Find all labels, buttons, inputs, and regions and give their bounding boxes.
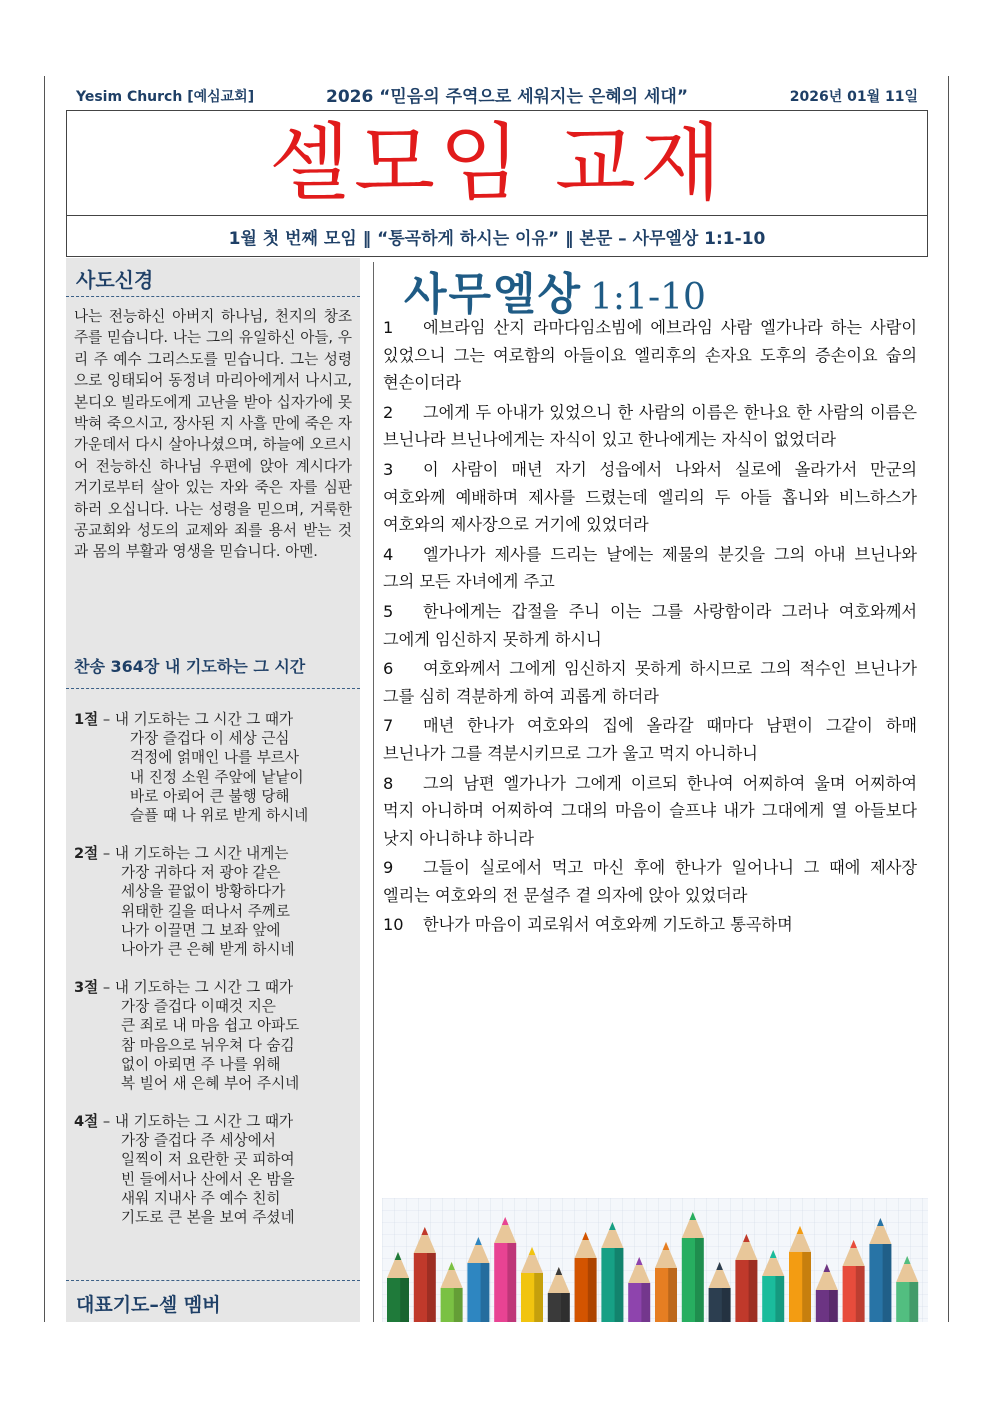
scripture-reference: 1:1-10 (590, 277, 706, 318)
verse-text: 엘가나가 제사를 드리는 날에는 제물의 분깃을 그의 아내 브닌나와 그의 모든 자녀에게 주고 (383, 544, 917, 592)
verse-number: 4절 (74, 1113, 99, 1130)
hymn-title: 찬송 364장 내 기도하는 그 시간 (74, 657, 306, 676)
scripture-title (404, 258, 706, 322)
scripture-verse (383, 854, 917, 909)
verse-line: – 내 기도하는 그 시간 그 때가 (102, 1113, 294, 1130)
verse-line: 위태한 길을 떠나서 주께로 (121, 902, 290, 920)
prayer-divider (66, 1280, 360, 1281)
verse-line: 나가 이끌면 그 보좌 앞에 (121, 921, 281, 939)
verse-line: 없이 아뢰면 주 나를 위해 (121, 1055, 281, 1073)
creed-text: 나는 전능하신 아버지 하나님, 천지의 창조주를 믿습니다. 나는 그의 유일하신 아들, 우리 주 예수 그리스도를 믿습니다. 그는 성령으로 잉태되어 동정녀 마리아에게서 나시고, 본디오 빌라도에게 고난을 받아 십자가에 못 박혀 죽으시고, 장사된 지 사흘 만에 죽은 자 가운데서 다시 살아나셨으며, 하늘에 오르시어 전능하신 하나님 우편에 앉아 계시다가 거기로부터 살아 있는 자와 죽은 자를 심판하러 오십니다. 나는 성령을 믿으며, 거룩한 공교회와 성도의 교제와 죄를 용서 받는 것과 몸의 부활과 영생을 믿습니다. 아멘. (74, 308, 352, 561)
annual-motto: 2026 “믿음의 주역으로 세워지는 은혜의 세대” (326, 87, 689, 107)
scripture-book: 사무엘상 (404, 269, 583, 320)
hymn-verse (74, 1112, 360, 1227)
subtitle-box (66, 215, 928, 257)
church-name: Yesim Church [예심교회] (76, 89, 255, 105)
scripture-verse (383, 655, 917, 710)
sidebar (66, 258, 360, 1322)
verse-line: 내 진정 소원 주앞에 낱낱이 (130, 768, 304, 786)
verse-line: 슬플 때 나 위로 받게 하시네 (130, 807, 309, 825)
scripture-verse (383, 911, 917, 939)
scripture-verse (383, 712, 917, 767)
verse-line: 큰 죄로 내 마음 쉽고 아파도 (121, 1017, 300, 1035)
verse-line: 가장 즐겁다 이때것 지은 (121, 998, 276, 1016)
page-title: 셀모임 교재 (268, 114, 726, 212)
scripture-verse (383, 541, 917, 596)
verse-number: 2 (383, 402, 394, 422)
verse-number: 3 (383, 459, 394, 479)
verse-line: 빈 들에서나 산에서 온 밤을 (121, 1170, 295, 1188)
creed-divider (66, 296, 360, 297)
scripture-verse (383, 598, 917, 653)
verse-text: 그들이 실로에서 먹고 마신 후에 한나가 일어나니 그 때에 제사장 엘리는 여호와의 전 문설주 곁 의자에 앉아 있었더라 (383, 858, 917, 905)
scripture-verse (383, 399, 917, 454)
verse-number: 10 (383, 915, 404, 935)
top-header (66, 82, 928, 108)
verse-line: 일찍이 저 요란한 곳 피하여 (121, 1151, 295, 1169)
hymn-verse (74, 844, 360, 959)
verse-text: 한나가 마음이 괴로워서 여호와께 기도하고 통곡하며 (423, 915, 793, 935)
scripture-verse (383, 314, 917, 397)
verse-text: 매년 한나가 여호와의 집에 올라갈 때마다 남편이 그같이 하매 브닌나가 그를 격분시키므로 그가 울고 먹지 아니하니 (383, 716, 917, 763)
verse-text: 한나에게는 갑절을 주니 이는 그를 사랑함이라 그러나 여호와께서 그에게 임신하지 못하게 하시니 (383, 601, 917, 649)
verse-line: – 내 기도하는 그 시간 내게는 (102, 845, 289, 862)
verse-line: 복 빌어 새 은혜 부어 주시네 (121, 1075, 300, 1093)
verse-text: 여호와께서 그에게 임신하지 못하게 하시므로 그의 적수인 브닌나가 그를 심히 격분하게 하여 괴롭게 하더라 (383, 659, 917, 706)
page-border-left (44, 76, 45, 1322)
verse-text: 그의 남편 엘가나가 그에게 이르되 한나여 어찌하여 울며 어찌하여 먹지 아니하며 어찌하여 그대의 마음이 슬프냐 내가 그대에게 열 아들보다 낫지 아니하냐 하니라 (383, 773, 917, 848)
verse-line: 가장 귀하다 저 광야 같은 (121, 864, 281, 882)
verse-number: 3절 (74, 979, 99, 996)
scripture-verse (383, 770, 917, 853)
verse-line: 걱정에 얽매인 나를 부르사 (130, 749, 299, 767)
verse-line: 바로 아뢰어 큰 불행 당해 (130, 787, 290, 805)
verse-line: 참 마음으로 뉘우쳐 다 숨김 (121, 1036, 295, 1054)
verse-line: – 내 기도하는 그 시간 그 때가 (102, 979, 294, 996)
hymn-divider (66, 688, 360, 689)
verse-number: 5 (383, 601, 394, 621)
prayer-heading: 대표기도–셀 멤버 (76, 1294, 221, 1316)
title-box (66, 110, 928, 215)
pencils-illustration (382, 1198, 928, 1322)
page-border-right (948, 76, 949, 1322)
creed-heading: 사도신경 (76, 268, 154, 292)
verse-number: 2절 (74, 845, 99, 862)
issue-date: 2026년 01월 11일 (789, 89, 918, 105)
scripture-verses (383, 314, 917, 941)
verse-number: 1절 (74, 711, 99, 728)
verse-number: 8 (383, 773, 394, 793)
verse-number: 7 (383, 716, 394, 736)
verse-text: 그에게 두 아내가 있었으니 한 사람의 이름은 한나요 한 사람의 이름은 브닌나라 브닌나에게는 자식이 있고 한나에게는 자식이 없었더라 (383, 402, 917, 450)
hymn-verse (74, 710, 360, 825)
scripture-verse (383, 456, 917, 539)
hymn-verse (74, 978, 360, 1093)
verse-line: 기도로 큰 본을 보여 주셨네 (121, 1209, 295, 1227)
verse-number: 9 (383, 858, 394, 878)
verse-number: 6 (383, 659, 394, 679)
verse-line: 세상을 끝없이 방황하다가 (121, 883, 286, 901)
verse-line: 나아가 큰 은혜 받게 하시네 (121, 941, 295, 959)
verse-line: – 내 기도하는 그 시간 그 때가 (102, 711, 294, 728)
verse-text: 이 사람이 매년 자기 성읍에서 나와서 실로에 올라가서 만군의 여호와께 예배하며 제사를 드렸는데 엘리의 두 아들 홉니와 비느하스가 여호와의 제사장으로 거기에 있었더라 (383, 459, 917, 535)
verse-number: 4 (383, 544, 394, 564)
verse-line: 새워 지내사 주 예수 친히 (121, 1189, 281, 1207)
meeting-subtitle: 1월 첫 번째 모임 ‖ “통곡하게 하시는 이유” ‖ 본문 – 사무엘상 1:1-10 (228, 229, 766, 249)
verse-number: 1 (383, 318, 394, 337)
verse-line: 가장 즐겁다 이 세상 근심 (130, 730, 290, 748)
verse-text: 에브라임 산지 라마다임소빔에 에브라임 사람 엘가나라 하는 사람이 있었으니 그는 여로함의 아들이요 엘리후의 손자요 도후의 증손이요 숩의 현손이더라 (383, 318, 917, 393)
column-divider (373, 262, 374, 1322)
pencils-image (382, 1198, 928, 1322)
verse-line: 가장 즐겁다 주 세상에서 (121, 1132, 276, 1150)
